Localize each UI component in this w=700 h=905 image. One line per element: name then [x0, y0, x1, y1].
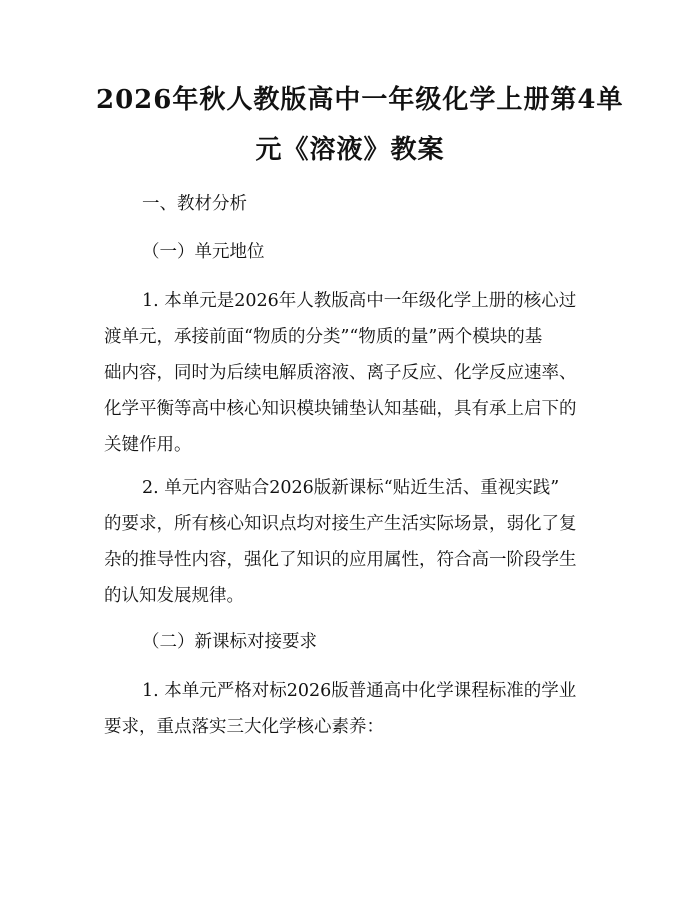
paragraph-1-line-1: 1. 本单元是2026年人教版高中一年级化学上册的核心过: [142, 291, 577, 311]
paragraph-2-line-4: 的认知发展规律。: [104, 586, 244, 606]
paragraph-3-line-2: 要求，重点落实三大化学核心素养：: [104, 717, 384, 737]
paragraph-2-line-2: 的要求，所有核心知识点均对接生产生活实际场景，弱化了复: [104, 514, 577, 534]
section-heading-textbook-analysis: 一、教材分析: [142, 194, 247, 214]
document-title-line-1: 2026年秋人教版高中一年级化学上册第4单: [96, 85, 624, 115]
subsection-heading-curriculum-requirements: （二）新课标对接要求: [142, 632, 317, 652]
paragraph-1-line-5: 关键作用。: [104, 435, 192, 455]
paragraph-1-line-2: 渡单元，承接前面“物质的分类”“物质的量”两个模块的基: [104, 327, 543, 347]
paragraph-2-line-3: 杂的推导性内容，强化了知识的应用属性，符合高一阶段学生: [104, 550, 577, 570]
paragraph-3-line-1: 1. 本单元严格对标2026版普通高中化学课程标准的学业: [142, 681, 577, 701]
paragraph-2-line-1: 2. 单元内容贴合2026版新课标“贴近生活、重视实践”: [142, 478, 560, 498]
paragraph-1-line-3: 础内容，同时为后续电解质溶液、离子反应、化学反应速率、: [104, 363, 577, 383]
document-title-line-2: 元《溶液》教案: [255, 135, 445, 165]
paragraph-1-line-4: 化学平衡等高中核心知识模块铺垫认知基础，具有承上启下的: [104, 399, 577, 419]
subsection-heading-unit-position: （一）单元地位: [142, 242, 265, 262]
